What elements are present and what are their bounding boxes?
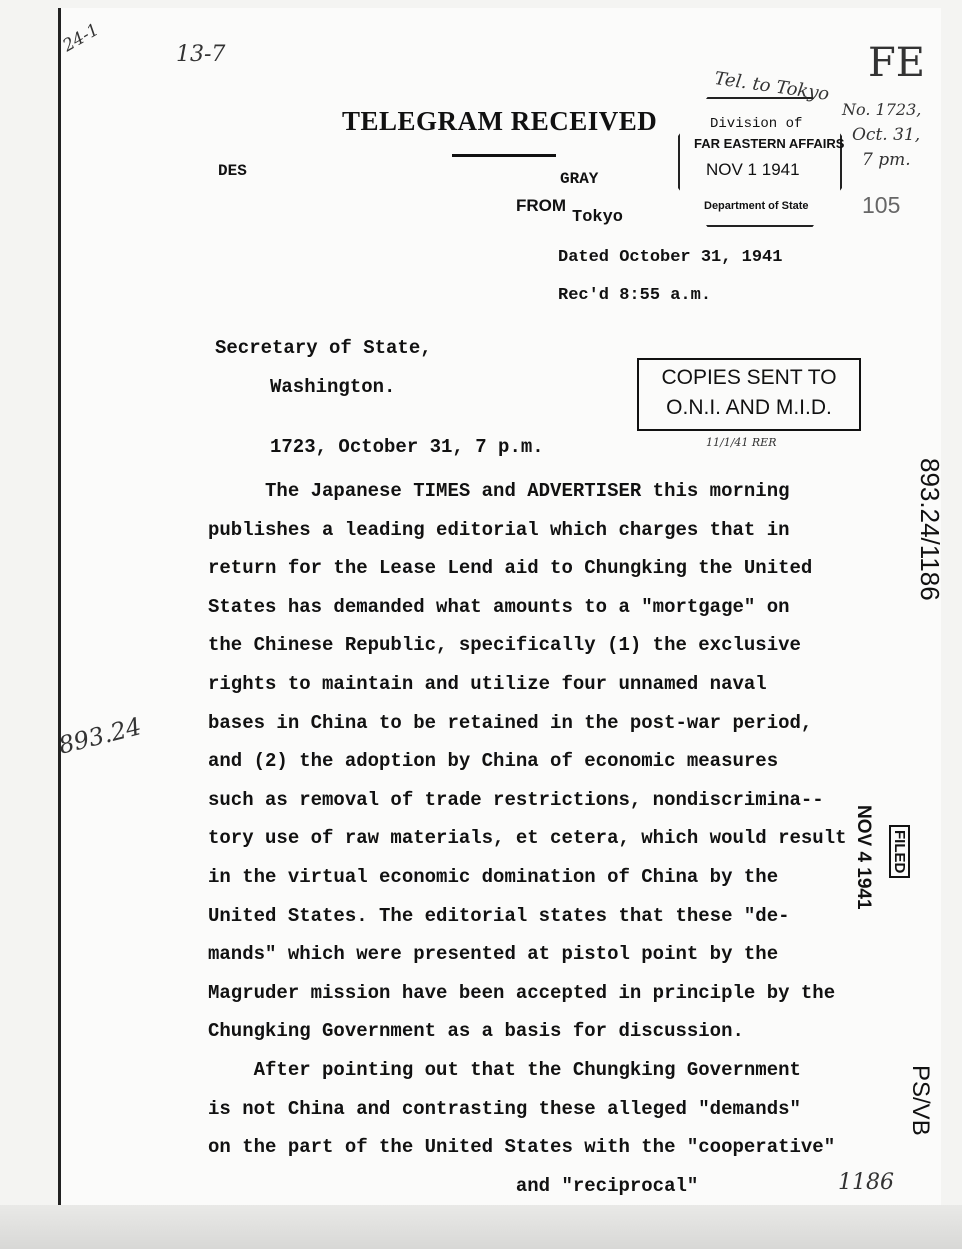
body-line: and (2) the adoption by China of economic measures (208, 750, 779, 773)
title-rule (452, 154, 556, 157)
body-line: in the virtual economic domination of China by the (208, 865, 779, 888)
body-line: publishes a leading editorial which charges that in (208, 518, 790, 541)
document-title: TELEGRAM RECEIVED (342, 106, 658, 136)
body-line: Magruder mission have been accepted in principle by the (208, 981, 836, 1004)
handwritten-note: 7 pm. (862, 150, 911, 170)
body-line: States has demanded what amounts to a "mortgage" on (208, 595, 790, 618)
body-line: The Japanese TIMES and ADVERTISER this morning (208, 480, 790, 502)
filed-date-stamp: NOV 4 1941 (853, 805, 874, 910)
handwritten-note: No. 1723, (842, 100, 922, 119)
ps-stamp: PS/VB (907, 1065, 934, 1136)
handwritten-file: 893.24 (55, 712, 145, 760)
filed-stamp: FILED (889, 825, 910, 878)
body-line: and "reciprocal" (208, 1174, 699, 1197)
telegram-body (208, 472, 847, 1205)
body-line: After pointing out that the Chungking Government (208, 1058, 801, 1081)
handwritten-note: Tel. to Tokyo (713, 68, 831, 105)
stamp-line: O.N.I. AND M.I.D. (666, 396, 832, 419)
received-line: Rec'd 8:55 a.m. (558, 286, 712, 305)
copies-sent-stamp (637, 358, 861, 431)
body-line: Chungking Government as a basis for discussion. (208, 1020, 744, 1043)
body-line: is not China and contrasting these alleged "demands" (208, 1097, 801, 1120)
telegram-ref: 1723, October 31, 7 p.m. (270, 436, 544, 458)
stamp-line: Division of (710, 116, 803, 132)
body-line: mands" which were presented at pistol point by the (208, 943, 779, 966)
page-number: 105 (862, 192, 901, 218)
gray-label: GRAY (560, 170, 599, 188)
stamp-line: Department of State (704, 200, 809, 212)
stamp-date: NOV 1 1941 (706, 160, 800, 179)
scan-edge (0, 1205, 962, 1249)
addressee: Secretary of State, (215, 337, 432, 359)
body-line: tory use of raw materials, et cetera, which would result (208, 827, 847, 850)
handwritten-initials: 11/1/41 RER (706, 436, 777, 449)
from-value: Tokyo (572, 208, 624, 227)
handwritten-ff: FE (868, 40, 925, 86)
body-line: the Chinese Republic, specifically (1) the exclusive (208, 634, 801, 657)
body-line: United States. The editorial states that these "de- (208, 904, 790, 927)
handwritten-note: 24-1 (59, 19, 103, 57)
dated-line: Dated October 31, 1941 (558, 248, 783, 267)
handwritten-note: Oct. 31, (852, 125, 921, 145)
file-number-stamp: 893.24/1186 (915, 458, 945, 601)
stamp-line: FAR EASTERN AFFAIRS (694, 136, 845, 151)
body-line: return for the Lease Lend aid to Chungking the United (208, 557, 813, 580)
handwritten-number: 1186 (838, 1170, 894, 1195)
stamp-line: COPIES SENT TO (661, 366, 837, 389)
body-line: such as removal of trade restrictions, nondiscrimina-- (208, 788, 824, 811)
body-line: on the part of the United States with the "cooperative" (208, 1136, 836, 1159)
from-label: FROM (516, 196, 567, 215)
address-city: Washington. (270, 376, 396, 398)
handwritten-note: 13-7 (176, 42, 226, 67)
body-line: rights to maintain and utilize four unnamed naval (208, 672, 767, 695)
code-des: DES (218, 162, 247, 180)
body-line: bases in China to be retained in the post-war period, (208, 711, 813, 734)
